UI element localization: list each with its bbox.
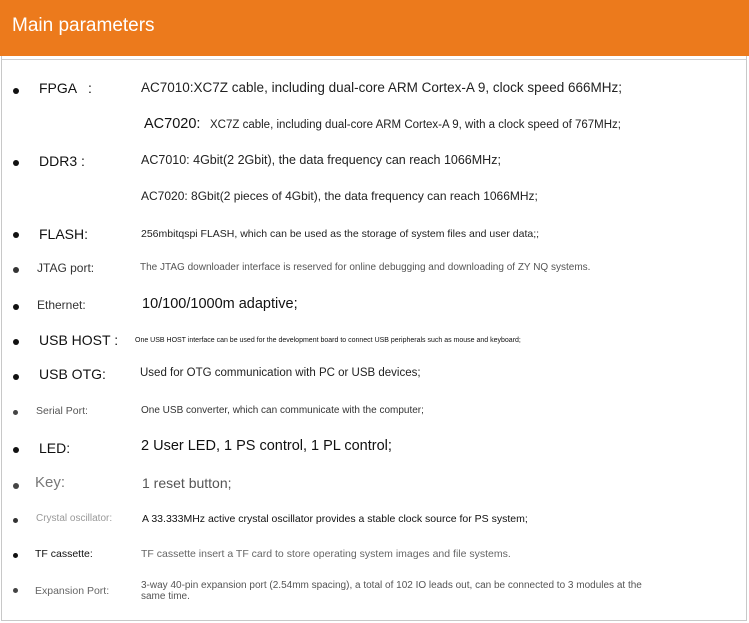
bullet-icon bbox=[13, 160, 19, 166]
bullet-icon bbox=[13, 588, 18, 593]
param-value: 256mbitqspi FLASH, which can be used as the storage of system files and user data;; bbox=[141, 228, 540, 240]
param-label: USB OTG: bbox=[39, 366, 106, 382]
param-label: Key: bbox=[35, 474, 66, 491]
bullet-icon bbox=[13, 88, 19, 94]
bullet-icon bbox=[13, 447, 19, 453]
param-value: 2 User LED, 1 PS control, 1 PL control; bbox=[141, 438, 392, 454]
bullet-icon bbox=[13, 374, 19, 380]
param-value: One USB converter, which can communicate with the computer; bbox=[141, 405, 424, 416]
section-header bbox=[0, 0, 749, 56]
param-value: AC7010:XC7Z cable, including dual-core ARM Cortex-A 9, clock speed 666MHz; bbox=[141, 80, 622, 95]
section-title: Main parameters bbox=[12, 15, 155, 36]
param-value: A 33.333MHz active crystal oscillator provides a stable clock source for PS system; bbox=[142, 513, 528, 525]
param-label: Crystal oscillator: bbox=[36, 513, 113, 524]
bullet-icon bbox=[13, 267, 19, 273]
param-label: Serial Port: bbox=[36, 405, 88, 417]
param-value: 3-way 40-pin expansion port (2.54mm spacing), a total of 102 IO leads out, can be connected to 3 modules at the bbox=[141, 580, 642, 591]
param-label: TF cassette: bbox=[35, 548, 93, 560]
param-label: Expansion Port: bbox=[35, 585, 110, 597]
param-label: JTAG port: bbox=[37, 261, 95, 275]
param-label: USB HOST : bbox=[39, 332, 119, 348]
bullet-icon bbox=[13, 410, 18, 415]
bullet-icon bbox=[13, 483, 19, 489]
param-value: One USB HOST interface can be used for the development board to connect USB peripherals such as mouse and keyboard; bbox=[135, 337, 521, 344]
param-value: TF cassette insert a TF card to store operating system images and file systems. bbox=[141, 548, 511, 560]
bullet-icon bbox=[13, 518, 18, 523]
param-label: FLASH: bbox=[39, 226, 89, 242]
param-value: 1 reset button; bbox=[142, 475, 232, 491]
param-value-continued: same time. bbox=[141, 591, 190, 602]
bullet-icon bbox=[13, 553, 18, 558]
param-value: AC7010: 4Gbit(2 2Gbit), the data frequency can reach 1066MHz; bbox=[141, 153, 501, 167]
param-sub-prefix: AC7020: bbox=[144, 116, 201, 132]
param-label: LED: bbox=[39, 440, 71, 456]
bullet-icon bbox=[13, 232, 19, 238]
param-label: FPGA : bbox=[39, 80, 92, 96]
param-label: DDR3 : bbox=[39, 153, 85, 169]
param-label: Ethernet: bbox=[37, 298, 86, 312]
param-value: Used for OTG communication with PC or USB devices; bbox=[140, 367, 421, 379]
divider bbox=[2, 59, 746, 60]
param-sub-text: XC7Z cable, including dual-core ARM Cortex-A 9, with a clock speed of 767MHz; bbox=[210, 119, 621, 131]
param-sub-text: AC7020: 8Gbit(2 pieces of 4Gbit), the data frequency can reach 1066MHz; bbox=[141, 189, 538, 203]
bullet-icon bbox=[13, 304, 19, 310]
param-value: The JTAG downloader interface is reserved for online debugging and downloading of ZY NQ systems. bbox=[140, 262, 591, 273]
bullet-icon bbox=[13, 339, 19, 345]
param-value: 10/100/1000m adaptive; bbox=[142, 296, 298, 312]
